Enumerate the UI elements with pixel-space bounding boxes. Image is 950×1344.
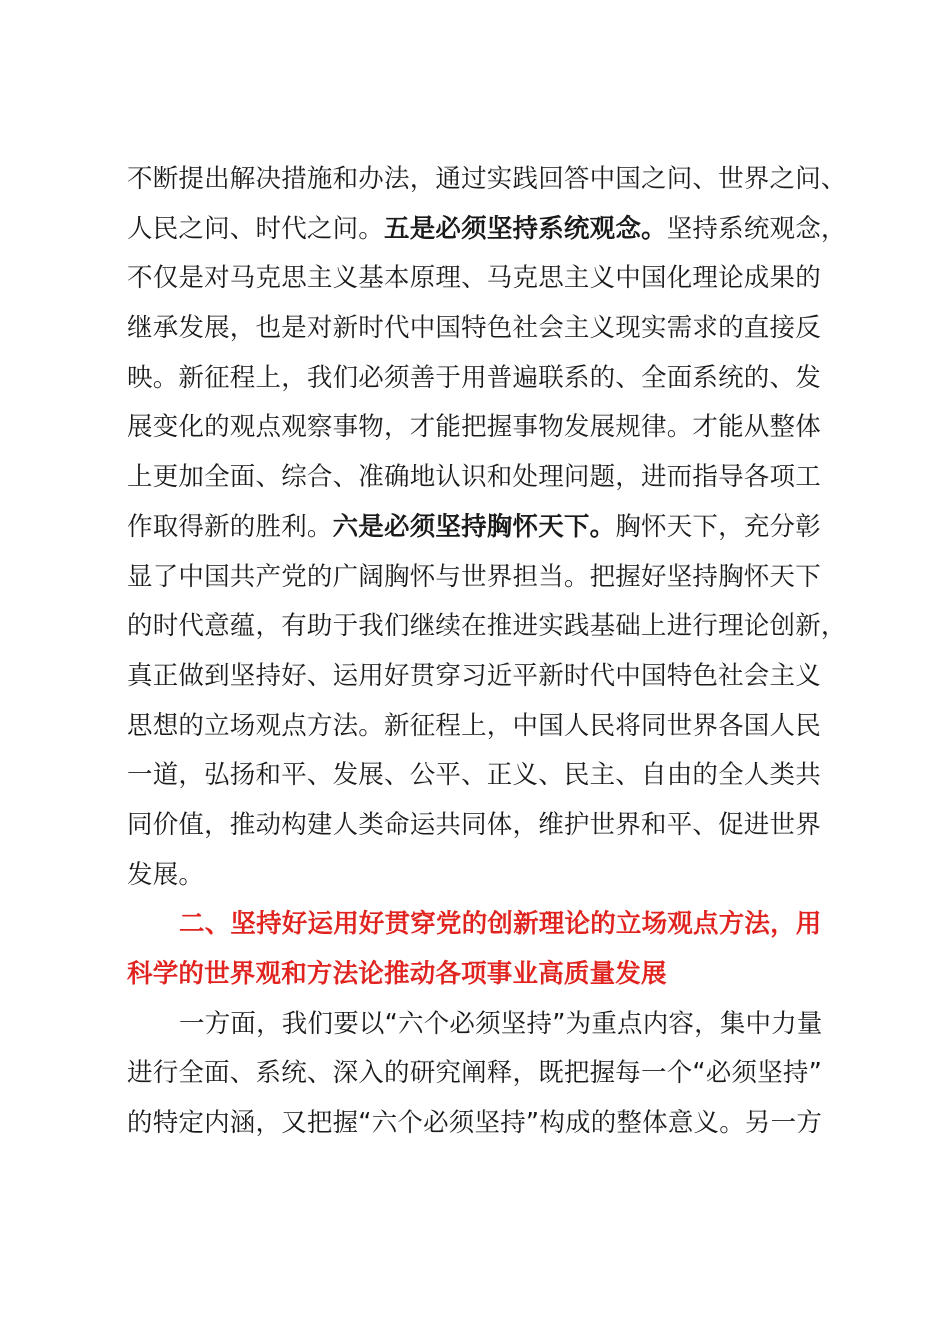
text-segment: 胸怀天下，充分彰 [615,511,821,542]
text-segment: 发展。 [127,859,205,890]
text-line [127,602,857,652]
text-segment: 人民之问、时代之问。 [127,213,385,244]
text-segment: 上更加全面、综合、准确地认识和处理问题，进而指导各项工 [127,462,821,493]
text-line [127,851,857,901]
text-segment: 显了中国共产党的广阔胸怀与世界担当。把握好坚持胸怀天下 [127,561,821,592]
text-line [127,304,857,354]
text-line [127,553,857,603]
text-segment: 进行全面、系统、深入的研究阐释，既把握每一个“必须坚持” [127,1058,823,1089]
text-segment: 作取得新的胜利。 [127,511,333,542]
text-line [127,1000,857,1050]
text-line [127,403,857,453]
text-line [127,205,857,255]
text-segment: 映。新征程上，我们必须善于用普遍联系的、全面系统的、发 [127,362,821,393]
text-line [127,1099,857,1149]
text-segment: 坚持系统观念， [666,213,847,244]
text-line [127,751,857,801]
text-segment: 的特定内涵，又把握“六个必须坚持”构成的整体意义。另一方 [127,1108,823,1139]
text-line [127,354,857,404]
text-line [127,652,857,702]
text-segment: 一道，弘扬和平、发展、公平、正义、民主、自由的全人类共 [127,760,821,791]
text-line [127,155,857,205]
text-segment: 不仅是对马克思主义基本原理、马克思主义中国化理论成果的 [127,263,821,294]
text-segment: 一方面，我们要以“六个必须坚持”为重点内容，集中力量 [179,1008,823,1039]
text-segment: 继承发展，也是对新时代中国特色社会主义现实需求的直接反 [127,313,821,344]
text-line [127,801,857,851]
text-line [127,702,857,752]
text-line [127,254,857,304]
emphasis-text: 六是必须坚持胸怀天下。 [332,511,616,542]
text-segment: 科学的世界观和方法论推动各项事业高质量发展 [127,959,667,989]
section-heading-line [127,900,857,950]
text-segment: 思想的立场观点方法。新征程上，中国人民将同世界各国人民 [127,710,821,741]
section-heading-line [127,950,857,1000]
text-segment: 不断提出解决措施和办法，通过实践回答中国之问、世界之问、 [127,164,847,194]
text-segment: 的时代意蕴，有助于我们继续在推进实践基础上进行理论创新， [127,611,847,642]
text-segment: 真正做到坚持好、运用好贯穿习近平新时代中国特色社会主义 [127,660,821,691]
text-line [127,503,857,553]
text-line [127,453,857,503]
emphasis-text: 五是必须坚持系统观念。 [384,213,667,244]
text-segment: 二、坚持好运用好贯穿党的创新理论的立场观点方法，用 [179,909,822,940]
body-text [127,155,857,1149]
text-line [127,1049,857,1099]
text-segment: 展变化的观点观察事物，才能把握事物发展规律。才能从整体 [127,412,821,443]
text-segment: 同价值，推动构建人类命运共同体，维护世界和平、促进世界 [127,809,821,840]
